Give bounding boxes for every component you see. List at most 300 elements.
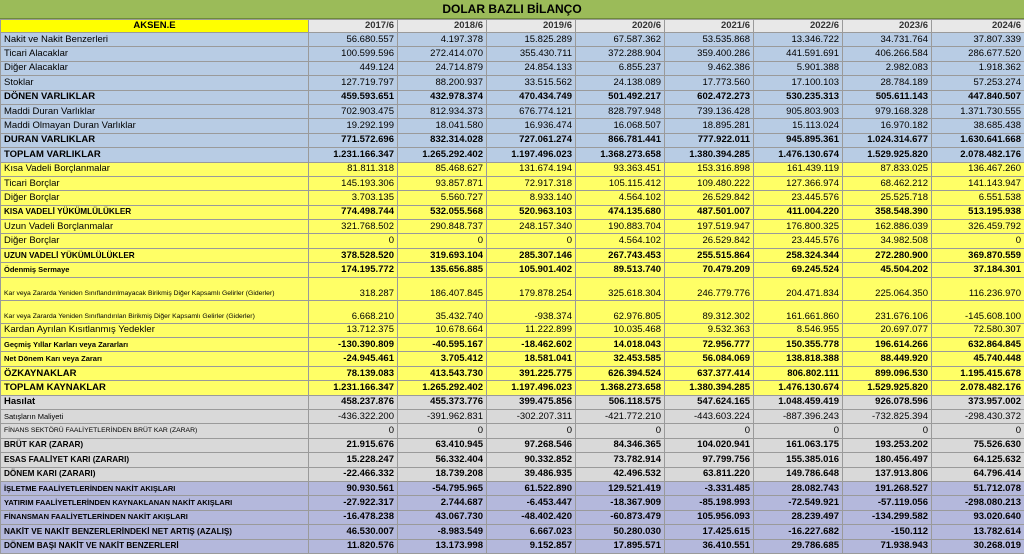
row-label-cell[interactable]: Diğer Alacaklar — [1, 61, 309, 75]
value-cell[interactable]: -18.462.602 — [487, 338, 576, 352]
value-cell[interactable]: 104.020.941 — [665, 438, 754, 452]
value-cell[interactable]: 1.195.415.678 — [932, 366, 1024, 380]
value-cell[interactable]: 487.501.007 — [665, 205, 754, 219]
row-label-cell[interactable]: DURAN VARLIKLAR — [1, 133, 309, 147]
value-cell[interactable]: 150.355.778 — [754, 338, 843, 352]
value-cell[interactable]: 0 — [398, 234, 487, 248]
value-cell[interactable]: 0 — [487, 234, 576, 248]
value-cell[interactable]: 15.825.289 — [487, 33, 576, 47]
value-cell[interactable]: 637.377.414 — [665, 366, 754, 380]
value-cell[interactable]: 5.560.727 — [398, 191, 487, 205]
value-cell[interactable]: 2.078.482.176 — [932, 148, 1024, 162]
value-cell[interactable]: 258.324.344 — [754, 248, 843, 262]
year-header[interactable]: 2024/6 — [932, 20, 1024, 33]
value-cell[interactable]: 33.515.562 — [487, 76, 576, 90]
value-cell[interactable]: 474.135.680 — [576, 205, 665, 219]
value-cell[interactable]: 174.195.772 — [309, 263, 398, 277]
value-cell[interactable]: 739.136.428 — [665, 104, 754, 118]
value-cell[interactable]: -16.478.238 — [309, 510, 398, 524]
value-cell[interactable]: 62.976.805 — [576, 300, 665, 323]
row-label-cell[interactable]: Satışların Maliyeti — [1, 409, 309, 423]
value-cell[interactable]: 186.407.845 — [398, 277, 487, 300]
value-cell[interactable]: 285.307.146 — [487, 248, 576, 262]
value-cell[interactable]: 90.930.561 — [309, 481, 398, 495]
value-cell[interactable]: 6.855.237 — [576, 61, 665, 75]
row-label-cell[interactable]: Ticari Alacaklar — [1, 47, 309, 61]
value-cell[interactable]: 1.231.166.347 — [309, 148, 398, 162]
value-cell[interactable]: 63.410.945 — [398, 438, 487, 452]
value-cell[interactable]: -60.873.479 — [576, 510, 665, 524]
value-cell[interactable]: 905.803.903 — [754, 104, 843, 118]
value-cell[interactable]: 84.346.365 — [576, 438, 665, 452]
value-cell[interactable]: 6.551.538 — [932, 191, 1024, 205]
value-cell[interactable]: 6.668.210 — [309, 300, 398, 323]
value-cell[interactable]: 231.676.106 — [843, 300, 932, 323]
value-cell[interactable]: 774.498.744 — [309, 205, 398, 219]
value-cell[interactable]: 36.410.551 — [665, 539, 754, 553]
value-cell[interactable]: 1.380.394.285 — [665, 381, 754, 395]
value-cell[interactable]: 1.371.730.555 — [932, 104, 1024, 118]
value-cell[interactable]: 141.143.947 — [932, 176, 1024, 190]
value-cell[interactable]: -145.608.100 — [932, 300, 1024, 323]
value-cell[interactable]: 85.468.627 — [398, 162, 487, 176]
value-cell[interactable]: 45.504.202 — [843, 263, 932, 277]
value-cell[interactable]: 727.061.274 — [487, 133, 576, 147]
value-cell[interactable]: 193.253.202 — [843, 438, 932, 452]
year-header[interactable]: 2021/6 — [665, 20, 754, 33]
value-cell[interactable]: 399.475.856 — [487, 395, 576, 409]
row-label-cell[interactable]: ÖZKAYNAKLAR — [1, 366, 309, 380]
value-cell[interactable]: 866.781.441 — [576, 133, 665, 147]
value-cell[interactable]: 73.782.914 — [576, 453, 665, 467]
value-cell[interactable]: 45.740.448 — [932, 352, 1024, 366]
value-cell[interactable]: 81.811.318 — [309, 162, 398, 176]
value-cell[interactable]: 34.731.764 — [843, 33, 932, 47]
value-cell[interactable]: 88.200.937 — [398, 76, 487, 90]
value-cell[interactable]: 369.870.559 — [932, 248, 1024, 262]
value-cell[interactable]: 10.035.468 — [576, 323, 665, 337]
value-cell[interactable]: 520.963.103 — [487, 205, 576, 219]
value-cell[interactable]: 93.363.451 — [576, 162, 665, 176]
value-cell[interactable]: 72.917.318 — [487, 176, 576, 190]
value-cell[interactable]: 129.521.419 — [576, 481, 665, 495]
value-cell[interactable]: 325.618.304 — [576, 277, 665, 300]
value-cell[interactable]: 61.522.890 — [487, 481, 576, 495]
value-cell[interactable]: 3.703.135 — [309, 191, 398, 205]
value-cell[interactable]: -24.945.461 — [309, 352, 398, 366]
row-label-cell[interactable]: Hasılat — [1, 395, 309, 409]
value-cell[interactable]: 926.078.596 — [843, 395, 932, 409]
value-cell[interactable]: 20.697.077 — [843, 323, 932, 337]
value-cell[interactable]: 191.268.527 — [843, 481, 932, 495]
value-cell[interactable]: 11.222.899 — [487, 323, 576, 337]
value-cell[interactable]: 4.564.102 — [576, 191, 665, 205]
row-label-cell[interactable]: TOPLAM KAYNAKLAR — [1, 381, 309, 395]
value-cell[interactable]: 204.471.834 — [754, 277, 843, 300]
value-cell[interactable]: 1.231.166.347 — [309, 381, 398, 395]
value-cell[interactable]: 67.587.362 — [576, 33, 665, 47]
value-cell[interactable]: 26.529.842 — [665, 191, 754, 205]
value-cell[interactable]: 105.901.402 — [487, 263, 576, 277]
row-label-cell[interactable]: Geçmiş Yıllar Karları veya Zararları — [1, 338, 309, 352]
row-label-cell[interactable]: Nakit ve Nakit Benzerleri — [1, 33, 309, 47]
value-cell[interactable]: 68.462.212 — [843, 176, 932, 190]
row-label-cell[interactable]: Maddi Duran Varlıklar — [1, 104, 309, 118]
value-cell[interactable]: 2.744.687 — [398, 496, 487, 510]
value-cell[interactable]: 0 — [932, 234, 1024, 248]
value-cell[interactable]: 37.807.339 — [932, 33, 1024, 47]
value-cell[interactable]: -18.367.909 — [576, 496, 665, 510]
value-cell[interactable]: 161.661.860 — [754, 300, 843, 323]
row-label-cell[interactable]: Kardan Ayrılan Kısıtlanmış Yedekler — [1, 323, 309, 337]
value-cell[interactable]: 180.456.497 — [843, 453, 932, 467]
value-cell[interactable]: 13.782.614 — [932, 525, 1024, 539]
value-cell[interactable]: 358.548.390 — [843, 205, 932, 219]
value-cell[interactable]: 945.895.361 — [754, 133, 843, 147]
value-cell[interactable]: 56.680.557 — [309, 33, 398, 47]
row-label-cell[interactable]: KISA VADELİ YÜKÜMLÜLÜKLER — [1, 205, 309, 219]
year-header[interactable]: 2018/6 — [398, 20, 487, 33]
value-cell[interactable]: -85.198.993 — [665, 496, 754, 510]
value-cell[interactable]: 64.796.414 — [932, 467, 1024, 481]
value-cell[interactable]: 501.492.217 — [576, 90, 665, 104]
value-cell[interactable]: 0 — [309, 234, 398, 248]
row-label-cell[interactable]: DÖNEM BAŞI NAKİT VE NAKİT BENZERLERİ — [1, 539, 309, 553]
value-cell[interactable]: 30.268.019 — [932, 539, 1024, 553]
value-cell[interactable]: 138.818.388 — [754, 352, 843, 366]
value-cell[interactable]: 355.430.711 — [487, 47, 576, 61]
value-cell[interactable]: 23.445.576 — [754, 191, 843, 205]
value-cell[interactable]: 777.922.011 — [665, 133, 754, 147]
value-cell[interactable]: 161.439.119 — [754, 162, 843, 176]
row-label-cell[interactable]: ESAS FAALİYET KARI (ZARARI) — [1, 453, 309, 467]
value-cell[interactable]: 39.486.935 — [487, 467, 576, 481]
value-cell[interactable]: -8.983.549 — [398, 525, 487, 539]
value-cell[interactable]: 411.004.220 — [754, 205, 843, 219]
row-label-cell[interactable]: Maddi Olmayan Duran Varlıklar — [1, 119, 309, 133]
value-cell[interactable]: 505.611.143 — [843, 90, 932, 104]
value-cell[interactable]: 5.901.388 — [754, 61, 843, 75]
value-cell[interactable]: 105.115.412 — [576, 176, 665, 190]
value-cell[interactable]: 812.934.373 — [398, 104, 487, 118]
value-cell[interactable]: 0 — [843, 424, 932, 438]
value-cell[interactable]: 24.854.133 — [487, 61, 576, 75]
row-label-cell[interactable]: Kısa Vadeli Borçlanmalar — [1, 162, 309, 176]
value-cell[interactable]: -22.466.332 — [309, 467, 398, 481]
value-cell[interactable]: -3.331.485 — [665, 481, 754, 495]
value-cell[interactable]: 97.799.756 — [665, 453, 754, 467]
value-cell[interactable]: 46.530.007 — [309, 525, 398, 539]
value-cell[interactable]: 547.624.165 — [665, 395, 754, 409]
value-cell[interactable]: 246.779.776 — [665, 277, 754, 300]
value-cell[interactable]: 459.593.651 — [309, 90, 398, 104]
value-cell[interactable]: 145.193.306 — [309, 176, 398, 190]
value-cell[interactable]: 127.719.797 — [309, 76, 398, 90]
value-cell[interactable]: 513.195.938 — [932, 205, 1024, 219]
value-cell[interactable]: 4.564.102 — [576, 234, 665, 248]
value-cell[interactable]: 97.268.546 — [487, 438, 576, 452]
value-cell[interactable]: 87.833.025 — [843, 162, 932, 176]
value-cell[interactable]: -443.603.224 — [665, 409, 754, 423]
value-cell[interactable]: 24.138.089 — [576, 76, 665, 90]
value-cell[interactable]: 43.067.730 — [398, 510, 487, 524]
value-cell[interactable]: 441.591.691 — [754, 47, 843, 61]
value-cell[interactable]: 75.526.630 — [932, 438, 1024, 452]
value-cell[interactable]: 272.414.070 — [398, 47, 487, 61]
value-cell[interactable]: 832.314.028 — [398, 133, 487, 147]
value-cell[interactable]: 267.743.453 — [576, 248, 665, 262]
value-cell[interactable]: 1.918.362 — [932, 61, 1024, 75]
year-header[interactable]: 2023/6 — [843, 20, 932, 33]
value-cell[interactable]: 1.197.496.023 — [487, 381, 576, 395]
row-label-cell[interactable]: Stoklar — [1, 76, 309, 90]
value-cell[interactable]: 57.253.274 — [932, 76, 1024, 90]
value-cell[interactable]: 51.712.078 — [932, 481, 1024, 495]
row-label-cell[interactable]: FİNANS SEKTÖRÜ FAALİYETLERİNDEN BRÜT KAR (ZARAR) — [1, 424, 309, 438]
value-cell[interactable]: 69.245.524 — [754, 263, 843, 277]
value-cell[interactable]: 1.529.925.820 — [843, 381, 932, 395]
row-label-cell[interactable]: Net Dönem Karı veya Zararı — [1, 352, 309, 366]
value-cell[interactable]: 17.773.560 — [665, 76, 754, 90]
value-cell[interactable]: 0 — [754, 424, 843, 438]
value-cell[interactable]: 176.800.325 — [754, 220, 843, 234]
value-cell[interactable]: 153.316.898 — [665, 162, 754, 176]
value-cell[interactable]: 28.082.743 — [754, 481, 843, 495]
value-cell[interactable]: 0 — [665, 424, 754, 438]
value-cell[interactable]: 506.118.575 — [576, 395, 665, 409]
value-cell[interactable]: 109.480.222 — [665, 176, 754, 190]
value-cell[interactable]: 1.476.130.674 — [754, 148, 843, 162]
value-cell[interactable]: 1.265.292.402 — [398, 148, 487, 162]
value-cell[interactable]: 432.978.374 — [398, 90, 487, 104]
value-cell[interactable]: 18.581.041 — [487, 352, 576, 366]
value-cell[interactable]: 18.895.281 — [665, 119, 754, 133]
value-cell[interactable]: 89.513.740 — [576, 263, 665, 277]
value-cell[interactable]: 37.184.301 — [932, 263, 1024, 277]
value-cell[interactable]: 38.685.438 — [932, 119, 1024, 133]
value-cell[interactable]: 26.529.842 — [665, 234, 754, 248]
row-label-cell[interactable]: Uzun Vadeli Borçlanmalar — [1, 220, 309, 234]
value-cell[interactable]: -130.390.809 — [309, 338, 398, 352]
value-cell[interactable]: 8.933.140 — [487, 191, 576, 205]
row-label-cell[interactable]: Diğer Borçlar — [1, 234, 309, 248]
row-label-cell[interactable]: NAKİT VE NAKİT BENZERLERİNDEKİ NET ARTIŞ (AZALIŞ) — [1, 525, 309, 539]
value-cell[interactable]: 28.784.189 — [843, 76, 932, 90]
row-label-cell[interactable]: Diğer Borçlar — [1, 191, 309, 205]
value-cell[interactable]: 470.434.749 — [487, 90, 576, 104]
value-cell[interactable]: 6.667.023 — [487, 525, 576, 539]
value-cell[interactable]: 406.266.584 — [843, 47, 932, 61]
row-label-cell[interactable]: Kar veya Zararda Yeniden Sınıflandırılmayacak Birikmiş Diğer Kapsamlı Gelirler (Giderler) — [1, 277, 309, 300]
value-cell[interactable]: 25.525.718 — [843, 191, 932, 205]
value-cell[interactable]: 28.239.497 — [754, 510, 843, 524]
row-label-cell[interactable]: FİNANSMAN FAALİYETLERİNDEN NAKİT AKIŞLARI — [1, 510, 309, 524]
value-cell[interactable]: 71.938.943 — [843, 539, 932, 553]
year-header[interactable]: 2019/6 — [487, 20, 576, 33]
ticker-cell[interactable]: AKSEN.E — [1, 20, 309, 33]
value-cell[interactable]: 8.546.955 — [754, 323, 843, 337]
year-header[interactable]: 2022/6 — [754, 20, 843, 33]
value-cell[interactable]: 72.580.307 — [932, 323, 1024, 337]
value-cell[interactable]: 702.903.475 — [309, 104, 398, 118]
value-cell[interactable]: 413.543.730 — [398, 366, 487, 380]
value-cell[interactable]: 255.515.864 — [665, 248, 754, 262]
value-cell[interactable]: 161.063.175 — [754, 438, 843, 452]
value-cell[interactable]: -298.080.213 — [932, 496, 1024, 510]
value-cell[interactable]: 64.125.632 — [932, 453, 1024, 467]
value-cell[interactable]: 18.041.580 — [398, 119, 487, 133]
value-cell[interactable]: 272.280.900 — [843, 248, 932, 262]
value-cell[interactable]: 116.236.970 — [932, 277, 1024, 300]
value-cell[interactable]: -6.453.447 — [487, 496, 576, 510]
value-cell[interactable]: 3.705.412 — [398, 352, 487, 366]
value-cell[interactable]: 979.168.328 — [843, 104, 932, 118]
value-cell[interactable]: 532.055.568 — [398, 205, 487, 219]
row-label-cell[interactable]: DÖNEM KARI (ZARARI) — [1, 467, 309, 481]
value-cell[interactable]: 15.228.247 — [309, 453, 398, 467]
row-label-cell[interactable]: TOPLAM VARLIKLAR — [1, 148, 309, 162]
value-cell[interactable]: 32.453.585 — [576, 352, 665, 366]
value-cell[interactable]: 17.100.103 — [754, 76, 843, 90]
value-cell[interactable]: -391.962.831 — [398, 409, 487, 423]
value-cell[interactable]: -72.549.921 — [754, 496, 843, 510]
value-cell[interactable]: 136.467.260 — [932, 162, 1024, 176]
value-cell[interactable]: -732.825.394 — [843, 409, 932, 423]
value-cell[interactable]: 16.068.507 — [576, 119, 665, 133]
value-cell[interactable]: 0 — [576, 424, 665, 438]
value-cell[interactable]: 127.366.974 — [754, 176, 843, 190]
row-label-cell[interactable]: Ticari Borçlar — [1, 176, 309, 190]
value-cell[interactable]: 50.280.030 — [576, 525, 665, 539]
value-cell[interactable]: 1.368.273.658 — [576, 381, 665, 395]
value-cell[interactable]: 290.848.737 — [398, 220, 487, 234]
value-cell[interactable]: 2.982.083 — [843, 61, 932, 75]
value-cell[interactable]: 455.373.776 — [398, 395, 487, 409]
value-cell[interactable]: 90.332.852 — [487, 453, 576, 467]
value-cell[interactable]: 378.528.520 — [309, 248, 398, 262]
value-cell[interactable]: 1.197.496.023 — [487, 148, 576, 162]
row-label-cell[interactable]: BRÜT KAR (ZARAR) — [1, 438, 309, 452]
value-cell[interactable]: 1.024.314.677 — [843, 133, 932, 147]
value-cell[interactable]: 88.449.920 — [843, 352, 932, 366]
value-cell[interactable]: 0 — [487, 424, 576, 438]
value-cell[interactable]: 4.197.378 — [398, 33, 487, 47]
value-cell[interactable]: 16.936.474 — [487, 119, 576, 133]
value-cell[interactable]: 1.529.925.820 — [843, 148, 932, 162]
value-cell[interactable]: 137.913.806 — [843, 467, 932, 481]
value-cell[interactable]: 286.677.520 — [932, 47, 1024, 61]
value-cell[interactable]: -298.430.372 — [932, 409, 1024, 423]
value-cell[interactable]: -134.299.582 — [843, 510, 932, 524]
value-cell[interactable]: -40.595.167 — [398, 338, 487, 352]
value-cell[interactable]: 23.445.576 — [754, 234, 843, 248]
value-cell[interactable]: 56.084.069 — [665, 352, 754, 366]
value-cell[interactable]: 530.235.313 — [754, 90, 843, 104]
value-cell[interactable]: 13.173.998 — [398, 539, 487, 553]
value-cell[interactable]: 319.693.104 — [398, 248, 487, 262]
value-cell[interactable]: 1.476.130.674 — [754, 381, 843, 395]
value-cell[interactable]: 35.432.740 — [398, 300, 487, 323]
value-cell[interactable]: 372.288.904 — [576, 47, 665, 61]
value-cell[interactable]: 806.802.111 — [754, 366, 843, 380]
value-cell[interactable]: 63.811.220 — [665, 467, 754, 481]
value-cell[interactable]: 10.678.664 — [398, 323, 487, 337]
row-label-cell[interactable]: Ödenmiş Sermaye — [1, 263, 309, 277]
value-cell[interactable]: 771.572.696 — [309, 133, 398, 147]
row-label-cell[interactable]: UZUN VADELİ YÜKÜMLÜLÜKLER — [1, 248, 309, 262]
value-cell[interactable]: 34.982.508 — [843, 234, 932, 248]
value-cell[interactable]: 13.712.375 — [309, 323, 398, 337]
value-cell[interactable]: 13.346.722 — [754, 33, 843, 47]
value-cell[interactable]: 17.895.571 — [576, 539, 665, 553]
value-cell[interactable]: -16.227.682 — [754, 525, 843, 539]
value-cell[interactable]: 632.864.845 — [932, 338, 1024, 352]
value-cell[interactable]: 9.532.363 — [665, 323, 754, 337]
value-cell[interactable]: 321.768.502 — [309, 220, 398, 234]
value-cell[interactable]: -436.322.200 — [309, 409, 398, 423]
value-cell[interactable]: 42.496.532 — [576, 467, 665, 481]
value-cell[interactable]: 9.462.386 — [665, 61, 754, 75]
value-cell[interactable]: 29.786.685 — [754, 539, 843, 553]
value-cell[interactable]: 899.096.530 — [843, 366, 932, 380]
value-cell[interactable]: 21.915.676 — [309, 438, 398, 452]
value-cell[interactable]: 19.292.199 — [309, 119, 398, 133]
value-cell[interactable]: 135.656.885 — [398, 263, 487, 277]
value-cell[interactable]: 9.152.857 — [487, 539, 576, 553]
value-cell[interactable]: 179.878.254 — [487, 277, 576, 300]
value-cell[interactable]: 0 — [398, 424, 487, 438]
value-cell[interactable]: -57.119.056 — [843, 496, 932, 510]
value-cell[interactable]: 1.368.273.658 — [576, 148, 665, 162]
row-label-cell[interactable]: YATIRIM FAALİYETLERİNDEN KAYNAKLANAN NAKİT AKIŞLARI — [1, 496, 309, 510]
value-cell[interactable]: 11.820.576 — [309, 539, 398, 553]
value-cell[interactable]: 72.956.777 — [665, 338, 754, 352]
value-cell[interactable]: 458.237.876 — [309, 395, 398, 409]
value-cell[interactable]: 197.519.947 — [665, 220, 754, 234]
row-label-cell[interactable]: Kar veya Zararda Yeniden Sınıflandırılan Birikmiş Diğer Kapsamlı Gelirler (Giderler) — [1, 300, 309, 323]
year-header[interactable]: 2020/6 — [576, 20, 665, 33]
value-cell[interactable]: 155.385.016 — [754, 453, 843, 467]
value-cell[interactable]: 17.425.615 — [665, 525, 754, 539]
value-cell[interactable]: 248.157.340 — [487, 220, 576, 234]
value-cell[interactable]: -27.922.317 — [309, 496, 398, 510]
value-cell[interactable]: 149.786.648 — [754, 467, 843, 481]
value-cell[interactable]: 0 — [932, 424, 1024, 438]
value-cell[interactable]: 828.797.948 — [576, 104, 665, 118]
value-cell[interactable]: 14.018.043 — [576, 338, 665, 352]
value-cell[interactable]: 53.535.868 — [665, 33, 754, 47]
value-cell[interactable]: 93.857.871 — [398, 176, 487, 190]
value-cell[interactable]: 100.599.596 — [309, 47, 398, 61]
value-cell[interactable]: 89.312.302 — [665, 300, 754, 323]
value-cell[interactable]: -302.207.311 — [487, 409, 576, 423]
value-cell[interactable]: 196.614.266 — [843, 338, 932, 352]
value-cell[interactable]: 2.078.482.176 — [932, 381, 1024, 395]
value-cell[interactable]: 602.472.273 — [665, 90, 754, 104]
value-cell[interactable]: 162.886.039 — [843, 220, 932, 234]
value-cell[interactable]: 1.265.292.402 — [398, 381, 487, 395]
value-cell[interactable]: -150.112 — [843, 525, 932, 539]
value-cell[interactable]: 373.957.002 — [932, 395, 1024, 409]
value-cell[interactable]: 18.739.208 — [398, 467, 487, 481]
value-cell[interactable]: 1.380.394.285 — [665, 148, 754, 162]
value-cell[interactable]: 318.287 — [309, 277, 398, 300]
value-cell[interactable]: 105.956.093 — [665, 510, 754, 524]
value-cell[interactable]: 391.225.775 — [487, 366, 576, 380]
row-label-cell[interactable]: İŞLETME FAALİYETLERİNDEN NAKİT AKIŞLARI — [1, 481, 309, 495]
row-label-cell[interactable]: DÖNEN VARLIKLAR — [1, 90, 309, 104]
value-cell[interactable]: 676.774.121 — [487, 104, 576, 118]
